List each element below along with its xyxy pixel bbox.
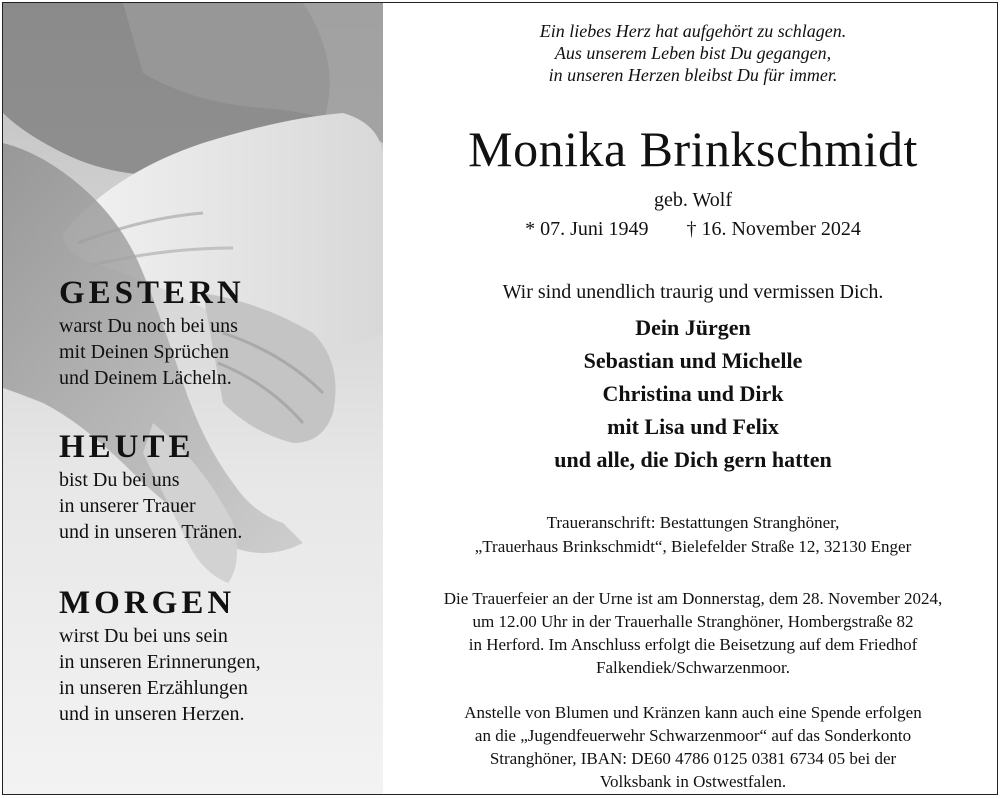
stanza-line: mit Deinen Sprüchen — [59, 341, 229, 363]
stanza-line: in unseren Erzählungen — [59, 677, 248, 699]
notice-text-column — [393, 3, 993, 795]
motto-line: Aus unserem Leben bist Du gegangen, — [554, 43, 832, 63]
stanza-line: in unserer Trauer — [59, 495, 196, 517]
birth-date: * 07. Juni 1949 — [525, 218, 649, 240]
donation-line: Volksbank in Ostwestfalen. — [599, 772, 787, 791]
obituary-notice — [2, 2, 998, 795]
donation-line: an die „Jugendfeuerwehr Schwarzenmoor“ auf das Sonderkonto — [474, 726, 912, 745]
family-member: Dein Jürgen — [635, 315, 751, 340]
ceremony-info — [393, 587, 993, 679]
donation-line: Stranghöner, IBAN: DE60 4786 0125 0381 6734 05 bei der — [489, 749, 897, 768]
stanza-line: und Deinem Lächeln. — [59, 367, 232, 389]
stanza-morgen — [59, 585, 261, 727]
ceremony-line: um 12.00 Uhr in der Trauerhalle Stranghöner, Hombergstraße 82 — [472, 612, 914, 631]
family-member: und alle, die Dich gern hatten — [554, 447, 832, 472]
address-line: Traueranschrift: Bestattungen Stranghöner, — [546, 513, 840, 532]
stanza-line: wirst Du bei uns sein — [59, 625, 228, 647]
donation-info — [393, 701, 993, 793]
stanza-head: MORGEN — [59, 585, 236, 621]
maiden-name: geb. Wolf — [653, 189, 732, 211]
ceremony-line: Falkendiek/Schwarzenmoor. — [595, 658, 791, 677]
life-dates — [393, 216, 993, 242]
ceremony-line: Die Trauerfeier an der Urne ist am Donnerstag, dem 28. November 2024, — [443, 589, 943, 608]
ceremony-line: in Herford. Im Anschluss erfolgt die Beisetzung auf dem Friedhof — [468, 635, 918, 654]
grief-line: Wir sind unendlich traurig und vermissen Dich. — [502, 281, 884, 303]
stanza-line: warst Du noch bei uns — [59, 315, 238, 337]
stanza-line: und in unseren Tränen. — [59, 521, 243, 543]
stanza-heute — [59, 429, 242, 545]
stanza-line: und in unseren Herzen. — [59, 703, 245, 725]
motto — [393, 20, 993, 86]
motto-line: Ein liebes Herz hat aufgehört zu schlagen. — [539, 21, 847, 41]
family-member: Sebastian und Michelle — [583, 348, 803, 373]
family-list — [393, 311, 993, 476]
motto-line: in unseren Herzen bleibst Du für immer. — [548, 65, 838, 85]
death-date: † 16. November 2024 — [686, 218, 861, 240]
donation-line: Anstelle von Blumen und Kränzen kann auch eine Spende erfolgen — [464, 703, 922, 722]
deceased-name: Monika Brinkschmidt — [468, 121, 918, 177]
stanza-head: GESTERN — [59, 275, 245, 311]
family-member: mit Lisa und Felix — [607, 414, 779, 439]
stanza-head: HEUTE — [59, 429, 195, 465]
mourning-address — [393, 511, 993, 559]
stanza-line: in unseren Erinnerungen, — [59, 651, 261, 673]
stanza-gestern — [59, 275, 245, 391]
address-line: „Trauerhaus Brinkschmidt“, Bielefelder Straße 12, 32130 Enger — [474, 537, 912, 556]
stanza-line: bist Du bei uns — [59, 469, 180, 491]
family-member: Christina und Dirk — [602, 381, 784, 406]
